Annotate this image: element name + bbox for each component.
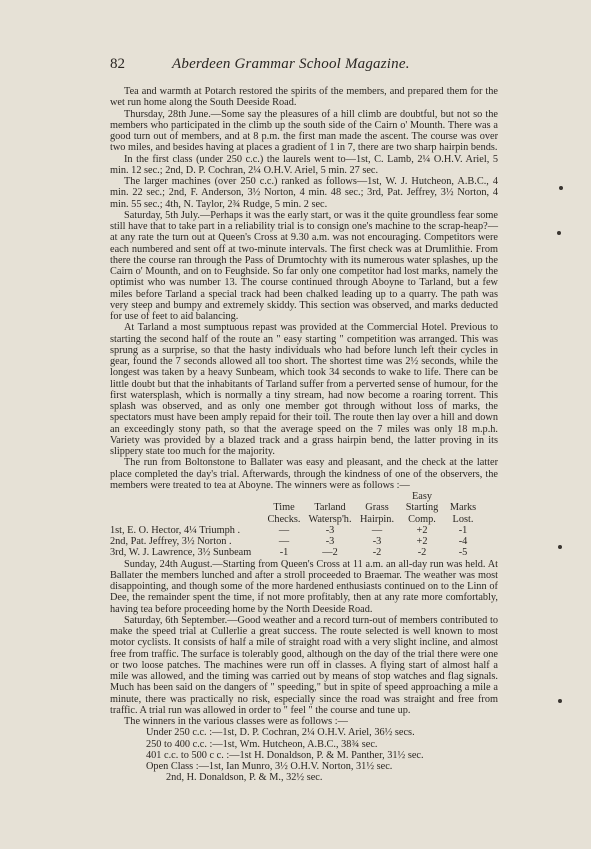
paragraph-first-class: In the first class (under 250 c.c.) the laurels went to—1st, C. Lamb, 2¼ O.H.V. Ariel, 5 min. 12 sec.; 2nd, D. P. Cochran, 2¼ O.H.V. Ariel, 5 min. 27 sec. — [110, 153, 498, 176]
table-header-cell: Time — [273, 502, 295, 514]
table-cell: — — [371, 524, 383, 536]
margin-speck — [557, 231, 561, 235]
table-cell: 2nd, Pat. Jeffrey, 3½ Norton . — [110, 536, 232, 547]
table-cell: -1 — [279, 547, 289, 559]
page-header — [110, 56, 530, 78]
paragraph-potarch: Tea and warmth at Potarch restored the spirits of the members, and prepared them for the wet run home along the South Deeside Road. — [110, 86, 498, 109]
results-table — [110, 491, 482, 559]
table-cell: -2 — [417, 547, 427, 559]
table-header-cell: Starting — [405, 502, 439, 514]
table-row — [110, 536, 482, 547]
winners-list-item: 250 to 400 c.c. :—1st, Wm. Hutcheon, A.B.C., 38¾ sec. — [146, 738, 378, 750]
paragraph-boltonstone: The run from Boltonstone to Ballater was easy and pleasant, and the check at the latter place completed the day's trial. Afterwards, through the kindness of one of the observers, the members were treated to tea at Aboyne. The winners were as follows :— — [110, 457, 498, 491]
table-header-cell — [306, 491, 354, 502]
magazine-title: Aberdeen Grammar School Magazine. — [172, 56, 410, 72]
table-header-cell: Lost. — [452, 513, 474, 525]
paragraph-larger-machines: The larger machines (over 250 c.c.) ranked as follows—1st, W. J. Hutcheon, A.B.C., 4 min. 22 sec.; 2nd, F. Anderson, 3½ Norton, 4 min. 48 sec.; 3rd, Pat. Jeffrey, 3½ Norton, 4 min. 55 sec.; 4th, N. Taylor, 2¾ Rudge, 5 min. 2 sec. — [110, 176, 498, 210]
table-header-cell: Watersp'h. — [308, 513, 352, 525]
paragraph-speed-trial: Saturday, 6th September.—Good weather and a record turn-out of members contributed to make the speed trial at Cullerlie a great success. The route selected is well known to most motor cyclists. It consists of half a mile of straight road with a very slight incline, and almost free from traffic. The surface is tolerably good, although on the day of the trial there were one or two loose patches. The machines were run off in classes. A flying start of almost half a mile was allowed, and the timing was carried out by means of stop watches and flag signals. Much has been said on the dangers of " speeding," but in spite of speed approaching a mile a minute, there was practically no risk, especially since the road was straight and free from traffic. A trial run was allowed in order to " feel " the course and tune up. — [110, 614, 498, 716]
margin-speck — [558, 545, 562, 549]
table-header-cell: Checks. — [267, 513, 301, 525]
paragraph-hill-climb: Thursday, 28th June.—Some say the pleasures of a hill climb are doubtful, but not so the members who participated in the climb up the south side of the Cairn o' Mounth. There was a good turn out of members, and at 8 p.m. the first man made the ascent. The course was over two miles, and besides having at places a gradient of 1 in 7, there are two sharp hairpin bends. — [110, 108, 498, 154]
table-cell: — — [278, 524, 290, 536]
table-header-row — [110, 502, 482, 513]
margin-speck — [558, 699, 562, 703]
paragraph-winners-intro: The winners in the various classes were as follows :— — [124, 716, 348, 727]
table-cell: +2 — [416, 524, 428, 536]
table-header-cell: Tarland — [314, 502, 346, 514]
table-header-cell — [262, 491, 306, 502]
paragraph-all-day-run: Sunday, 24th August.—Starting from Queen's Cross at 11 a.m. an all-day run was held. At Ballater the members lunched and after a stroll proceeded to Braemar. The weather was most disappointing, and though some of the more hardened enthusiasts continued on to the Linn of Dee, the remainder spent the time, if not more profitably, then at any rate more comfortably, having tea before proceeding home by the North Deeside Road. — [110, 558, 498, 615]
table-header-cell — [110, 514, 262, 525]
table-header-cell — [354, 491, 400, 502]
winners-list-item: Open Class :—1st, Ian Munro, 3½ O.H.V. Norton, 31½ sec. — [146, 761, 393, 772]
table-cell: -1 — [458, 524, 468, 536]
table-cell: 3rd, W. J. Lawrence, 3½ Sunbeam — [110, 547, 252, 559]
table-header-row — [110, 491, 482, 502]
table-header-cell: Marks — [449, 502, 477, 514]
table-cell: -3 — [325, 536, 335, 547]
table-cell: — — [278, 536, 290, 547]
table-header-cell: Comp. — [408, 513, 436, 525]
table-cell: -3 — [372, 536, 382, 547]
margin-speck — [559, 186, 563, 190]
table-cell: —2 — [322, 547, 338, 559]
table-header-row — [110, 514, 482, 525]
table-row — [110, 547, 482, 558]
table-cell: -2 — [372, 547, 382, 559]
winners-list-item: 401 c.c. to 500 c c. :—1st H. Donaldson, P. & M. Panther, 31½ sec. — [146, 749, 424, 761]
paragraph-reliability-trial: Saturday, 5th July.—Perhaps it was the early start, or was it the quite groundless fear some still have that to take part in a reliability trial is to consign one's machine to the scrap-heap?—at any rate the turn out at Queen's Cross at 9.30 a.m. was not encouraging. Competitors were each numbered and sent off at two-minute intervals. The first check was at Drumlithie. From there the course ran through the Pass of Drumtochty with its numerous water splashes, up the Cairn o' Mounth, and on to Feughside. So far only one competitor had lost marks, namely the optimist who was number 13. The course continued through Aboyne to Tarland, but a few miles before Tarland a special track had been chalked leading up to a quarry. The path was very steep and bumpy and extremely skiddy. This section was observed, and marks deducted for use of feet to aid balancing. — [110, 209, 498, 322]
winners-list-item: Under 250 c.c. :—1st, D. P. Cochran, 2¼ O.H.V. Ariel, 36½ secs. — [146, 727, 415, 739]
table-header-cell — [110, 491, 262, 502]
table-header-cell — [444, 491, 482, 502]
table-cell: +2 — [416, 536, 428, 547]
table-cell: -5 — [458, 547, 468, 559]
article-body — [110, 86, 498, 784]
table-cell: -4 — [458, 536, 468, 547]
winners-list-item: 2nd, H. Donaldson, P. & M., 32½ sec. — [166, 772, 323, 784]
table-cell: 1st, E. O. Hector, 4¼ Triumph . — [110, 524, 241, 536]
table-header-cell — [110, 502, 262, 513]
table-header-cell: Grass — [365, 502, 389, 514]
table-header-cell: Easy — [411, 491, 432, 502]
table-row — [110, 525, 482, 536]
table-cell: -3 — [325, 524, 335, 536]
table-header-cell: Hairpin. — [359, 513, 395, 525]
paragraph-tarland: At Tarland a most sumptuous repast was provided at the Commercial Hotel. Previous to starting the second half of the route an " easy starting " competition was arranged. This was sprung as a surprise, so that the hasty individuals who had before lunch left their cycles in gear, found the 7 seconds allowed all too short. The shortest time was 2½ seconds, while the longest was taken by a heavy Sunbeam, which took 34 seconds to wake to life. There can be little doubt but that the inhabitants of Tarland suffer from a perverted sense of humour, for the first watersplash, which is normally a tiny stream, had now become a roaring torrent. This splash was observed, and as only one member got through without loss of marks, the spectators must have been amply repaid for their toil. The route then lay over a hill and down an exceedingly stony path, so that the average speed on the 7 miles was only 18 m.p.h. Variety was provided by a blazed track and a grass hairpin bend, the latter proving in its slippery state too much for the majority. — [110, 322, 498, 457]
page-number: 82 — [110, 56, 125, 72]
